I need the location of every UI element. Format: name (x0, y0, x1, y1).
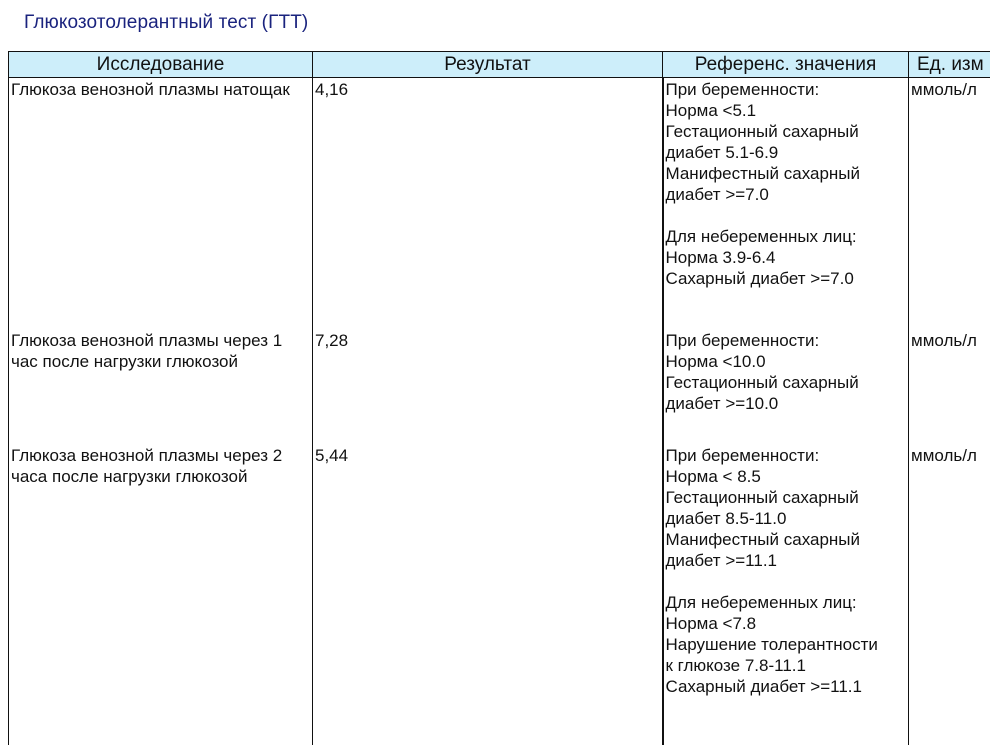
page-title: Глюкозотолерантный тест (ГТТ) (24, 12, 308, 34)
reference-line: При беременности: (666, 79, 909, 100)
header-result: Результат (313, 52, 663, 78)
reference-line: При беременности: (666, 445, 909, 466)
unit: ммоль/л (909, 78, 990, 330)
unit: ммоль/л (909, 329, 990, 444)
reference-line: Норма 3.9-6.4 (666, 247, 909, 268)
header-test: Исследование (9, 52, 313, 78)
reference-line: диабет 5.1-6.9 (666, 142, 909, 163)
test-result: 5,44 (313, 444, 663, 745)
test-result: 4,16 (313, 78, 663, 330)
reference-line: Сахарный диабет >=11.1 (666, 676, 909, 697)
reference-line: Норма <10.0 (666, 351, 909, 372)
table-header-row (9, 52, 990, 78)
unit: ммоль/л (909, 444, 990, 745)
header-unit: Ед. изм (909, 52, 990, 78)
reference-line: Манифестный сахарный (666, 529, 909, 550)
reference-line: Гестационный сахарный (666, 487, 909, 508)
reference-line: Сахарный диабет >=7.0 (666, 268, 909, 289)
reference-values (663, 329, 909, 444)
reference-line: Норма <7.8 (666, 613, 909, 634)
reference-values (663, 78, 909, 330)
reference-line: При беременности: (666, 330, 909, 351)
reference-gap (666, 571, 909, 592)
test-result: 7,28 (313, 329, 663, 444)
reference-line: Гестационный сахарный (666, 372, 909, 393)
header-reference: Референс. значения (663, 52, 909, 78)
table-row (9, 329, 990, 444)
reference-line: диабет 8.5-11.0 (666, 508, 909, 529)
reference-values (663, 444, 909, 745)
reference-line: Норма <5.1 (666, 100, 909, 121)
reference-line: Нарушение толерантности (666, 634, 909, 655)
test-name: Глюкоза венозной плазмы через 1 час после нагрузки глюкозой (9, 329, 313, 444)
reference-line: к глюкозе 7.8-11.1 (666, 655, 909, 676)
test-name: Глюкоза венозной плазмы через 2 часа после нагрузки глюкозой (9, 444, 313, 745)
reference-line: диабет >=7.0 (666, 184, 909, 205)
table-row (9, 444, 990, 745)
reference-line: Для небеременных лиц: (666, 226, 909, 247)
reference-line: Для небеременных лиц: (666, 592, 909, 613)
reference-line: диабет >=10.0 (666, 393, 909, 414)
table-row (9, 78, 990, 330)
reference-line: Манифестный сахарный (666, 163, 909, 184)
reference-line: диабет >=11.1 (666, 550, 909, 571)
reference-line: Норма < 8.5 (666, 466, 909, 487)
reference-gap (666, 205, 909, 226)
results-table (8, 51, 990, 745)
reference-line: Гестационный сахарный (666, 121, 909, 142)
test-name: Глюкоза венозной плазмы натощак (9, 78, 313, 330)
